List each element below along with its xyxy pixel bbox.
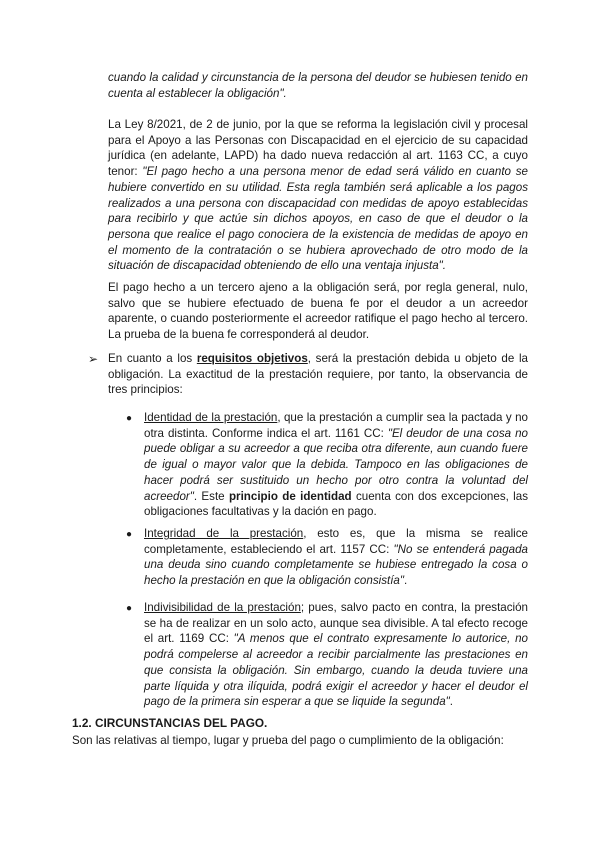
section-heading: 1.2. CIRCUNSTANCIAS DEL PAGO. [72,716,268,730]
art-1161-quote: "El deudor de una cosa no puede obligar a su acreedor a que reciba otra diferente, aun cuando fuere de igual o mayor valor que la debida. Tampoco en las obligaciones de hacer podrá ser sustituido un hecho por otro contra la voluntad del acreedor" [144,426,528,503]
paragraph-pago-tercero: El pago hecho a un tercero ajeno a la obligación será, por regla general, nulo, salvo que se hubiere efectuado de buena fe por el deudor a un acreedor aparente, o cuando posteriormente el acreedor ratifique el pago hecho al tercero. La prueba de la buena fe corresponderá al deudor. [108,281,528,342]
item-integridad [144,526,528,589]
section-intro: Son las relativas al tiempo, lugar y prueba del pago o cumplimiento de la obligación: [72,734,504,747]
bullet-icon: ● [126,413,133,424]
requisitos-objetivos-term: requisitos objetivos [196,352,308,365]
art-1169-quote: "A menos que el contrato expresamente lo autorice, no podrá compelerse al acreedor a recibir parcialmente las prestaciones en que consista la obligación. Sin embargo, cuando la deuda tuviere una parte líquida y otra ilíquida, podrá exigir el acreedor y hacer el deudor el pago de la primera sin esperar a que se liquide la segunda" [144,632,528,709]
identidad-term: Identidad de la prestación [144,411,278,424]
text-post: , será la prestación debida u objeto de la obligación. La exactitud de la prestación requiere, por tanto, la observancia de tres principios: [108,352,528,397]
paragraph-text: La Ley 8/2021, de 2 de junio, por la que se reforma la legislación civil y procesal para el Apoyo a las Personas con Discapacidad en el ejercicio de su capacidad jurídica (en adelante, LAPD) ha dado nueva redacción al art. 1163 CC, a cuyo tenor: [108,118,528,179]
bullet-icon: ● [126,603,133,614]
text-pre: , que la prestación a cumplir sea la pactada y no otra distinta. Conforme indica el art. 1161 CC: [144,411,528,440]
text-post: cuenta con dos excepciones, las obligaciones facultativas y la dación en pago. [144,489,528,519]
art-1157-quote: "No se entenderá pagada una deuda sino cuando completamente se hubiese entregado la cosa o hecho la prestación en que la obligación consistía" [144,542,528,588]
quote-continuation: cuando la calidad y circunstancia de la persona del deudor se hubiesen tenido en cuenta al establecer la obligación". [108,71,528,100]
paragraph-ley-8-2021 [108,117,528,274]
indivisibilidad-term: Indivisibilidad de la prestación [144,601,301,614]
text-pre: ; pues, salvo pacto en contra, la prestación se ha de realizar en un solo acto, aunque sea divisible. A tal efecto recoge el art. 1169 CC: [144,601,529,646]
item-indivisibilidad [144,600,528,710]
text-pre: En cuanto a los [108,352,197,365]
item-identidad [144,410,528,520]
text-mid: . Este [193,489,229,503]
principio-identidad-term: principio de identidad [228,489,352,503]
bullet-icon: ● [126,529,133,540]
art-1163-quote: "El pago hecho a una persona menor de edad será válido en cuanto se hubiere convertido en su utilidad. Esta regla también será aplicable a los pagos realizados a una persona con discapacidad con medidas de apoyo establecidas para recibirlo y que actúe sin dichos apoyos, en caso de que el deudor o la persona que realice el pago conociera de la existencia de medidas de apoyo en el momento de la contratación o se hubiera aprovechado de otro modo de la situación de discapacidad obteniendo de ello una ventaja injusta". [108,165,528,273]
text-pre: , esto es, que la misma se realice completamente, estableciendo el art. 1157 CC: [144,527,528,556]
text-post: . [449,695,453,709]
paragraph-requisitos-objetivos [108,351,528,398]
arrow-bullet-icon: ➢ [88,352,99,366]
integridad-term: Integridad de la prestación [144,527,304,540]
text-post: . [404,574,408,588]
